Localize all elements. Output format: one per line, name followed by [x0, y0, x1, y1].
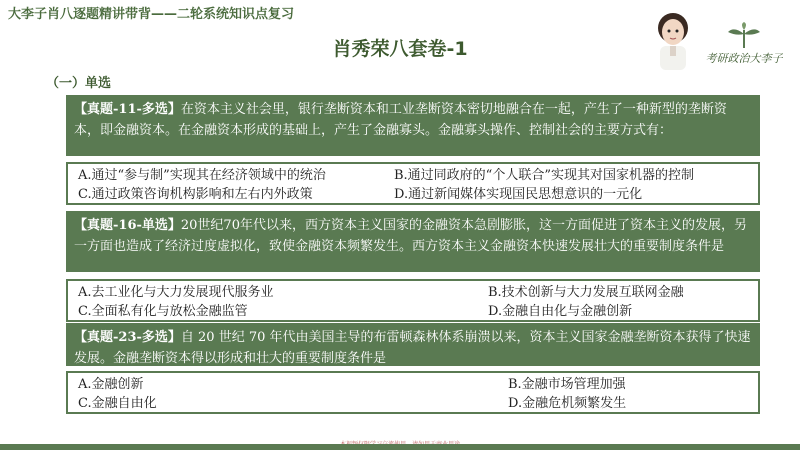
leaf-emblem-icon: [698, 22, 790, 50]
bottom-bar: [0, 444, 800, 450]
question-23-options: [66, 371, 760, 414]
brand-logo: [698, 22, 790, 68]
question-tag: 【真题-11-多选】: [74, 102, 181, 117]
option-a[interactable]: A.金融创新: [78, 377, 144, 392]
question-16-box: [66, 211, 760, 272]
avatar-illustration: [650, 10, 696, 70]
question-16-options: [66, 279, 760, 322]
option-c[interactable]: C.金融自由化: [78, 396, 157, 411]
question-11-box: [66, 95, 760, 156]
page-title: 肖秀荣八套卷-1: [332, 38, 468, 60]
series-title: 大李子肖八逐题精讲带背——二轮系统知识点复习: [8, 7, 295, 22]
question-text: 自 20 世纪 70 年代由美国主导的布雷顿森林体系崩溃以来，资本主义国家金融垄断资本获得了快速发展。金融垄断资本得以形成和壮大的重要制度条件是: [74, 330, 751, 366]
question-text: 20世纪70年代以来，西方资本主义国家的金融资本急剧膨胀，这一方面促进了资本主义的发展，另一方面也造成了经济过度虚拟化，致使金融资本频繁发生。西方资本主义金融资本快速发展壮大的重要制度条件是: [74, 218, 747, 254]
question-23-box: [66, 323, 760, 366]
option-d[interactable]: D.金融危机频繁发生: [508, 396, 627, 411]
question-text: 在资本主义社会里，银行垄断资本和工业垄断资本密切地融合在一起，产生了一种新型的垄断资本，即金融资本。在金融资本形成的基础上，产生了金融寡头。金融寡头操作、控制社会的主要方式有：: [74, 102, 727, 138]
option-d[interactable]: D.金融自由化与金融创新: [488, 304, 633, 319]
option-b[interactable]: B.通过同政府的“个人联合”实现其对国家机器的控制: [394, 168, 694, 183]
option-a[interactable]: A.通过“参与制”实现其在经济领域中的统治: [78, 168, 326, 183]
option-a[interactable]: A.去工业化与大力发展现代服务业: [78, 285, 274, 300]
option-d[interactable]: D.通过新闻媒体实现国民思想意识的一元化: [394, 187, 643, 202]
option-b[interactable]: B.技术创新与大力发展互联网金融: [488, 285, 684, 300]
question-11-options: [66, 162, 760, 205]
logo-text: 考研政治大李子: [705, 52, 783, 65]
question-tag: 【真题-23-多选】: [74, 330, 181, 345]
option-c[interactable]: C.全面私有化与放松金融监管: [78, 304, 248, 319]
option-b[interactable]: B.金融市场管理加强: [508, 377, 626, 392]
question-tag: 【真题-16-单选】: [74, 218, 181, 233]
section-heading: （一）单选: [46, 76, 112, 91]
option-c[interactable]: C.通过政策咨询机构影响和左右内外政策: [78, 187, 313, 202]
